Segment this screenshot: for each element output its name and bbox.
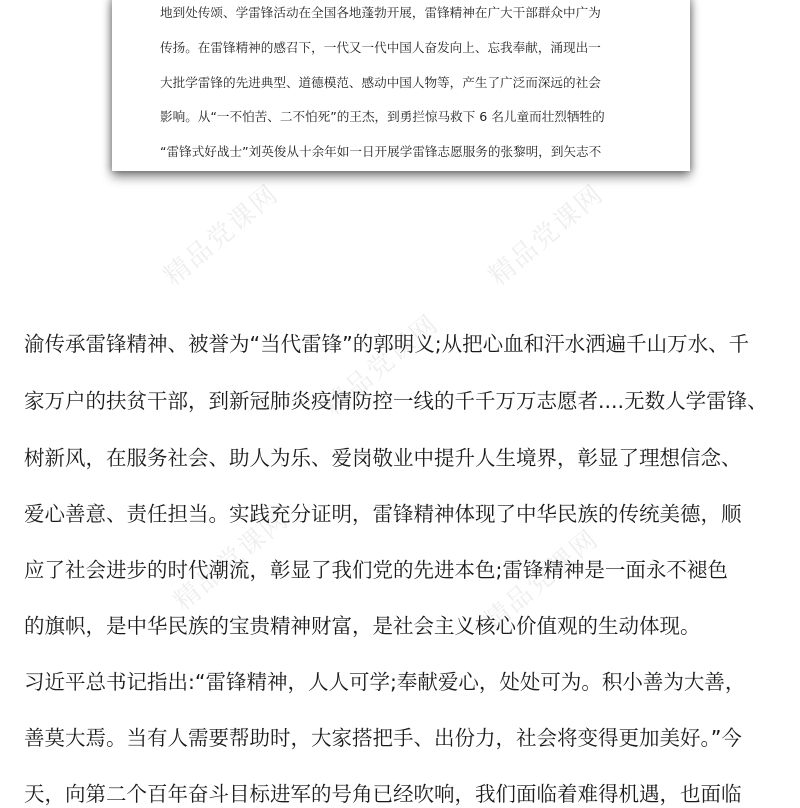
card-line: 地到处传颂、学雷锋活动在全国各地蓬勃开展，雷锋精神在广大干部群众中广为 <box>160 5 601 20</box>
body-line: 天，向第二个百年奋斗目标进军的号角已经吹响，我们面临着难得机遇，也面临 <box>24 782 742 806</box>
watermark: 精品党课网 <box>478 523 605 637</box>
card-line: 影响。从“一不怕苦、二不怕死”的王杰，到勇拦惊马救下 6 名儿童而壮烈牺牲的 <box>160 109 605 124</box>
watermark: 精品党课网 <box>483 178 610 292</box>
card-line: “雷锋式好战士”刘英俊从十余年如一日开展学雷锋志愿服务的张黎明，到矢志不 <box>160 144 602 159</box>
watermark: 精品党课网 <box>158 178 285 292</box>
body-line: 的旗帜，是中华民族的宝贵精神财富，是社会主义核心价值观的生动体现。 <box>24 614 701 638</box>
card-line: 大批学雷锋的先进典型、道德模范、感动中国人物等，产生了广泛而深远的社会 <box>160 75 601 90</box>
body-line: 善莫大焉。当有人需要帮助时，大家搭把手、出份力，社会将变得更加美好。”今 <box>24 726 742 750</box>
watermark: 精品党课网 <box>318 308 445 422</box>
body-line: 渝传承雷锋精神、被誉为“当代雷锋”的郭明义;从把心血和汗水洒遍千山万水、千 <box>24 332 750 356</box>
excerpt-card <box>112 0 690 171</box>
body-line: 应了社会进步的时代潮流，彰显了我们党的先进本色;雷锋精神是一面永不褪色 <box>24 558 728 582</box>
watermark: 精品党课网 <box>168 503 295 617</box>
body-line: 习近平总书记指出:“雷锋精神，人人可学;奉献爱心，处处可为。积小善为大善， <box>24 670 746 694</box>
body-line: 家万户的扶贫干部，到新冠肺炎疫情防控一线的千千万万志愿者....无数人学雷锋、 <box>24 389 768 413</box>
body-line: 爱心善意、责任担当。实践充分证明，雷锋精神体现了中华民族的传统美德，顺 <box>24 502 742 526</box>
card-line: 传扬。在雷锋精神的感召下，一代又一代中国人奋发向上、忘我奉献，涌现出一 <box>160 40 601 55</box>
body-line: 树新风，在服务社会、助人为乐、爱岗敬业中提升人生境界，彰显了理想信念、 <box>24 446 742 470</box>
